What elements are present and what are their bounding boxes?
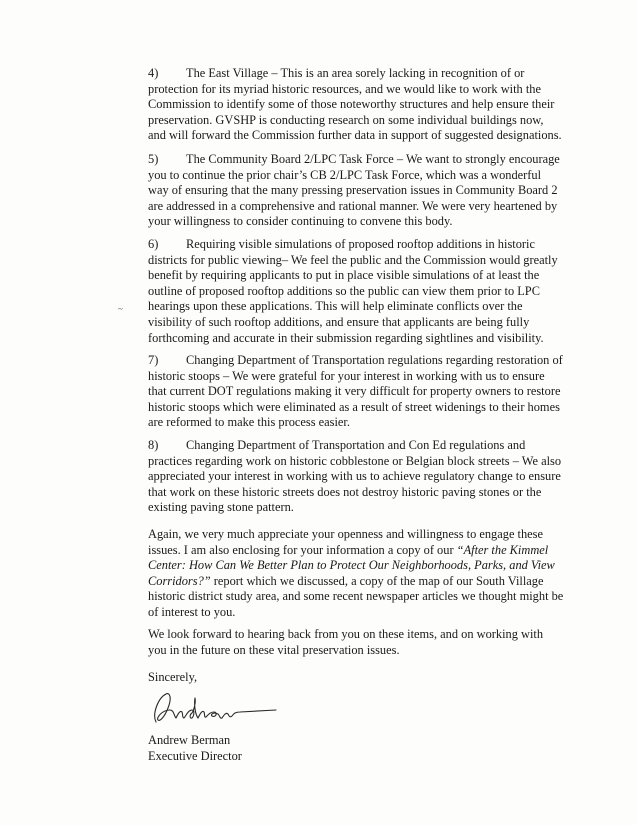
closing-salutation: Sincerely, <box>148 670 198 684</box>
numbered-item-4 <box>148 66 580 144</box>
paragraph-line: issues. I am also enclosing for your information a copy of our <box>148 542 457 557</box>
item-number: 8) <box>148 438 159 452</box>
item-line: practices regarding work on historic cobblestone or Belgian block streets – We also <box>148 453 562 468</box>
paragraph-line: Again, we very much appreciate your openness and willingness to engage these <box>148 527 543 541</box>
item-line: protection for its myriad historic resources, and we would like to work with the <box>148 81 541 96</box>
item-line: and will forward the Commission further data in support of suggested designations. <box>148 128 562 143</box>
item-number: 5) <box>148 152 159 166</box>
numbered-item-8 <box>148 438 580 516</box>
item-line: benefit by requiring applicants to put in place visible simulations of at least the <box>148 268 540 283</box>
item-line: you to continue the prior chair’s CB 2/LPC Task Force, which was a wonderful <box>148 167 542 182</box>
handwritten-signature <box>148 688 278 728</box>
paragraph-line: We look forward to hearing back from you on these items, and on working with <box>148 627 544 641</box>
item-line: The Community Board 2/LPC Task Force – We want to strongly encourage <box>186 152 560 166</box>
item-line: Changing Department of Transportation and Con Ed regulations and <box>186 438 526 452</box>
item-line: visibility of such rooftop additions, and ensure that applicants are being fully <box>148 314 530 329</box>
paragraph-line: historic district study area, and some recent newspaper articles we thought might be <box>148 589 564 604</box>
item-line: outline of proposed rooftop additions so the public can view them prior to LPC <box>148 283 540 298</box>
item-line: existing paving stone pattern. <box>148 500 294 515</box>
scan-artifact: ~ <box>118 304 123 314</box>
item-line: Requiring visible simulations of proposed rooftop additions in historic <box>186 237 535 251</box>
signer-name: Andrew Berman <box>148 733 231 747</box>
item-line: are addressed in a comprehensive and rational manner. We were very heartened by <box>148 198 558 213</box>
paragraph-line: report which we discussed, a copy of the map of our South Village <box>210 573 544 588</box>
report-title: Corridors?” <box>148 573 211 588</box>
item-line: way of ensuring that the many pressing preservation issues in Community Board 2 <box>148 183 558 198</box>
final-paragraph <box>148 627 580 658</box>
item-number: 6) <box>148 237 159 251</box>
closing-paragraph <box>148 527 580 621</box>
signer-title: Executive Director <box>148 749 242 763</box>
item-line: historic stoops – We were grateful for your interest in working with us to ensure <box>148 368 545 383</box>
item-line: districts for public viewing– We feel the public and the Commission would greatly <box>148 252 558 267</box>
item-line: appreciated your interest in working with us to achieve regulatory change to ensure <box>148 469 561 484</box>
numbered-item-6 <box>148 237 580 346</box>
item-line: preservation. GVSHP is conducting research on some individual buildings now, <box>148 112 544 127</box>
item-line: your willingness to consider continuing to convene this body. <box>148 214 453 229</box>
paragraph-line: you in the future on these vital preservation issues. <box>148 642 400 657</box>
item-line: Changing Department of Transportation regulations regarding restoration of <box>186 353 563 367</box>
item-line: The East Village – This is an area sorely lacking in recognition of or <box>186 66 525 80</box>
item-number: 4) <box>148 66 159 80</box>
report-title: “After the Kimmel <box>456 542 549 557</box>
item-line: historic stoops which were eliminated as a result of street widenings to their homes <box>148 399 560 414</box>
item-line: that current DOT regulations making it very difficult for property owners to restore <box>148 384 561 399</box>
item-line: hearings upon these applications. This will help eliminate conflicts over the <box>148 299 523 314</box>
report-title: Center: How Can We Better Plan to Protect Our Neighborhoods, Parks, and View <box>148 558 555 573</box>
item-line: Commission to identify some of those noteworthy structures and help ensure their <box>148 97 555 112</box>
numbered-item-5 <box>148 152 580 230</box>
numbered-item-7 <box>148 353 580 431</box>
item-line: are reformed to make this process easier. <box>148 415 350 430</box>
item-number: 7) <box>148 353 159 367</box>
paragraph-line: of interest to you. <box>148 604 236 619</box>
item-line: forthcoming and accurate in their submission regarding sightlines and visibility. <box>148 330 544 345</box>
item-line: that work on these historic streets does not destroy historic paving stones or the <box>148 484 542 499</box>
